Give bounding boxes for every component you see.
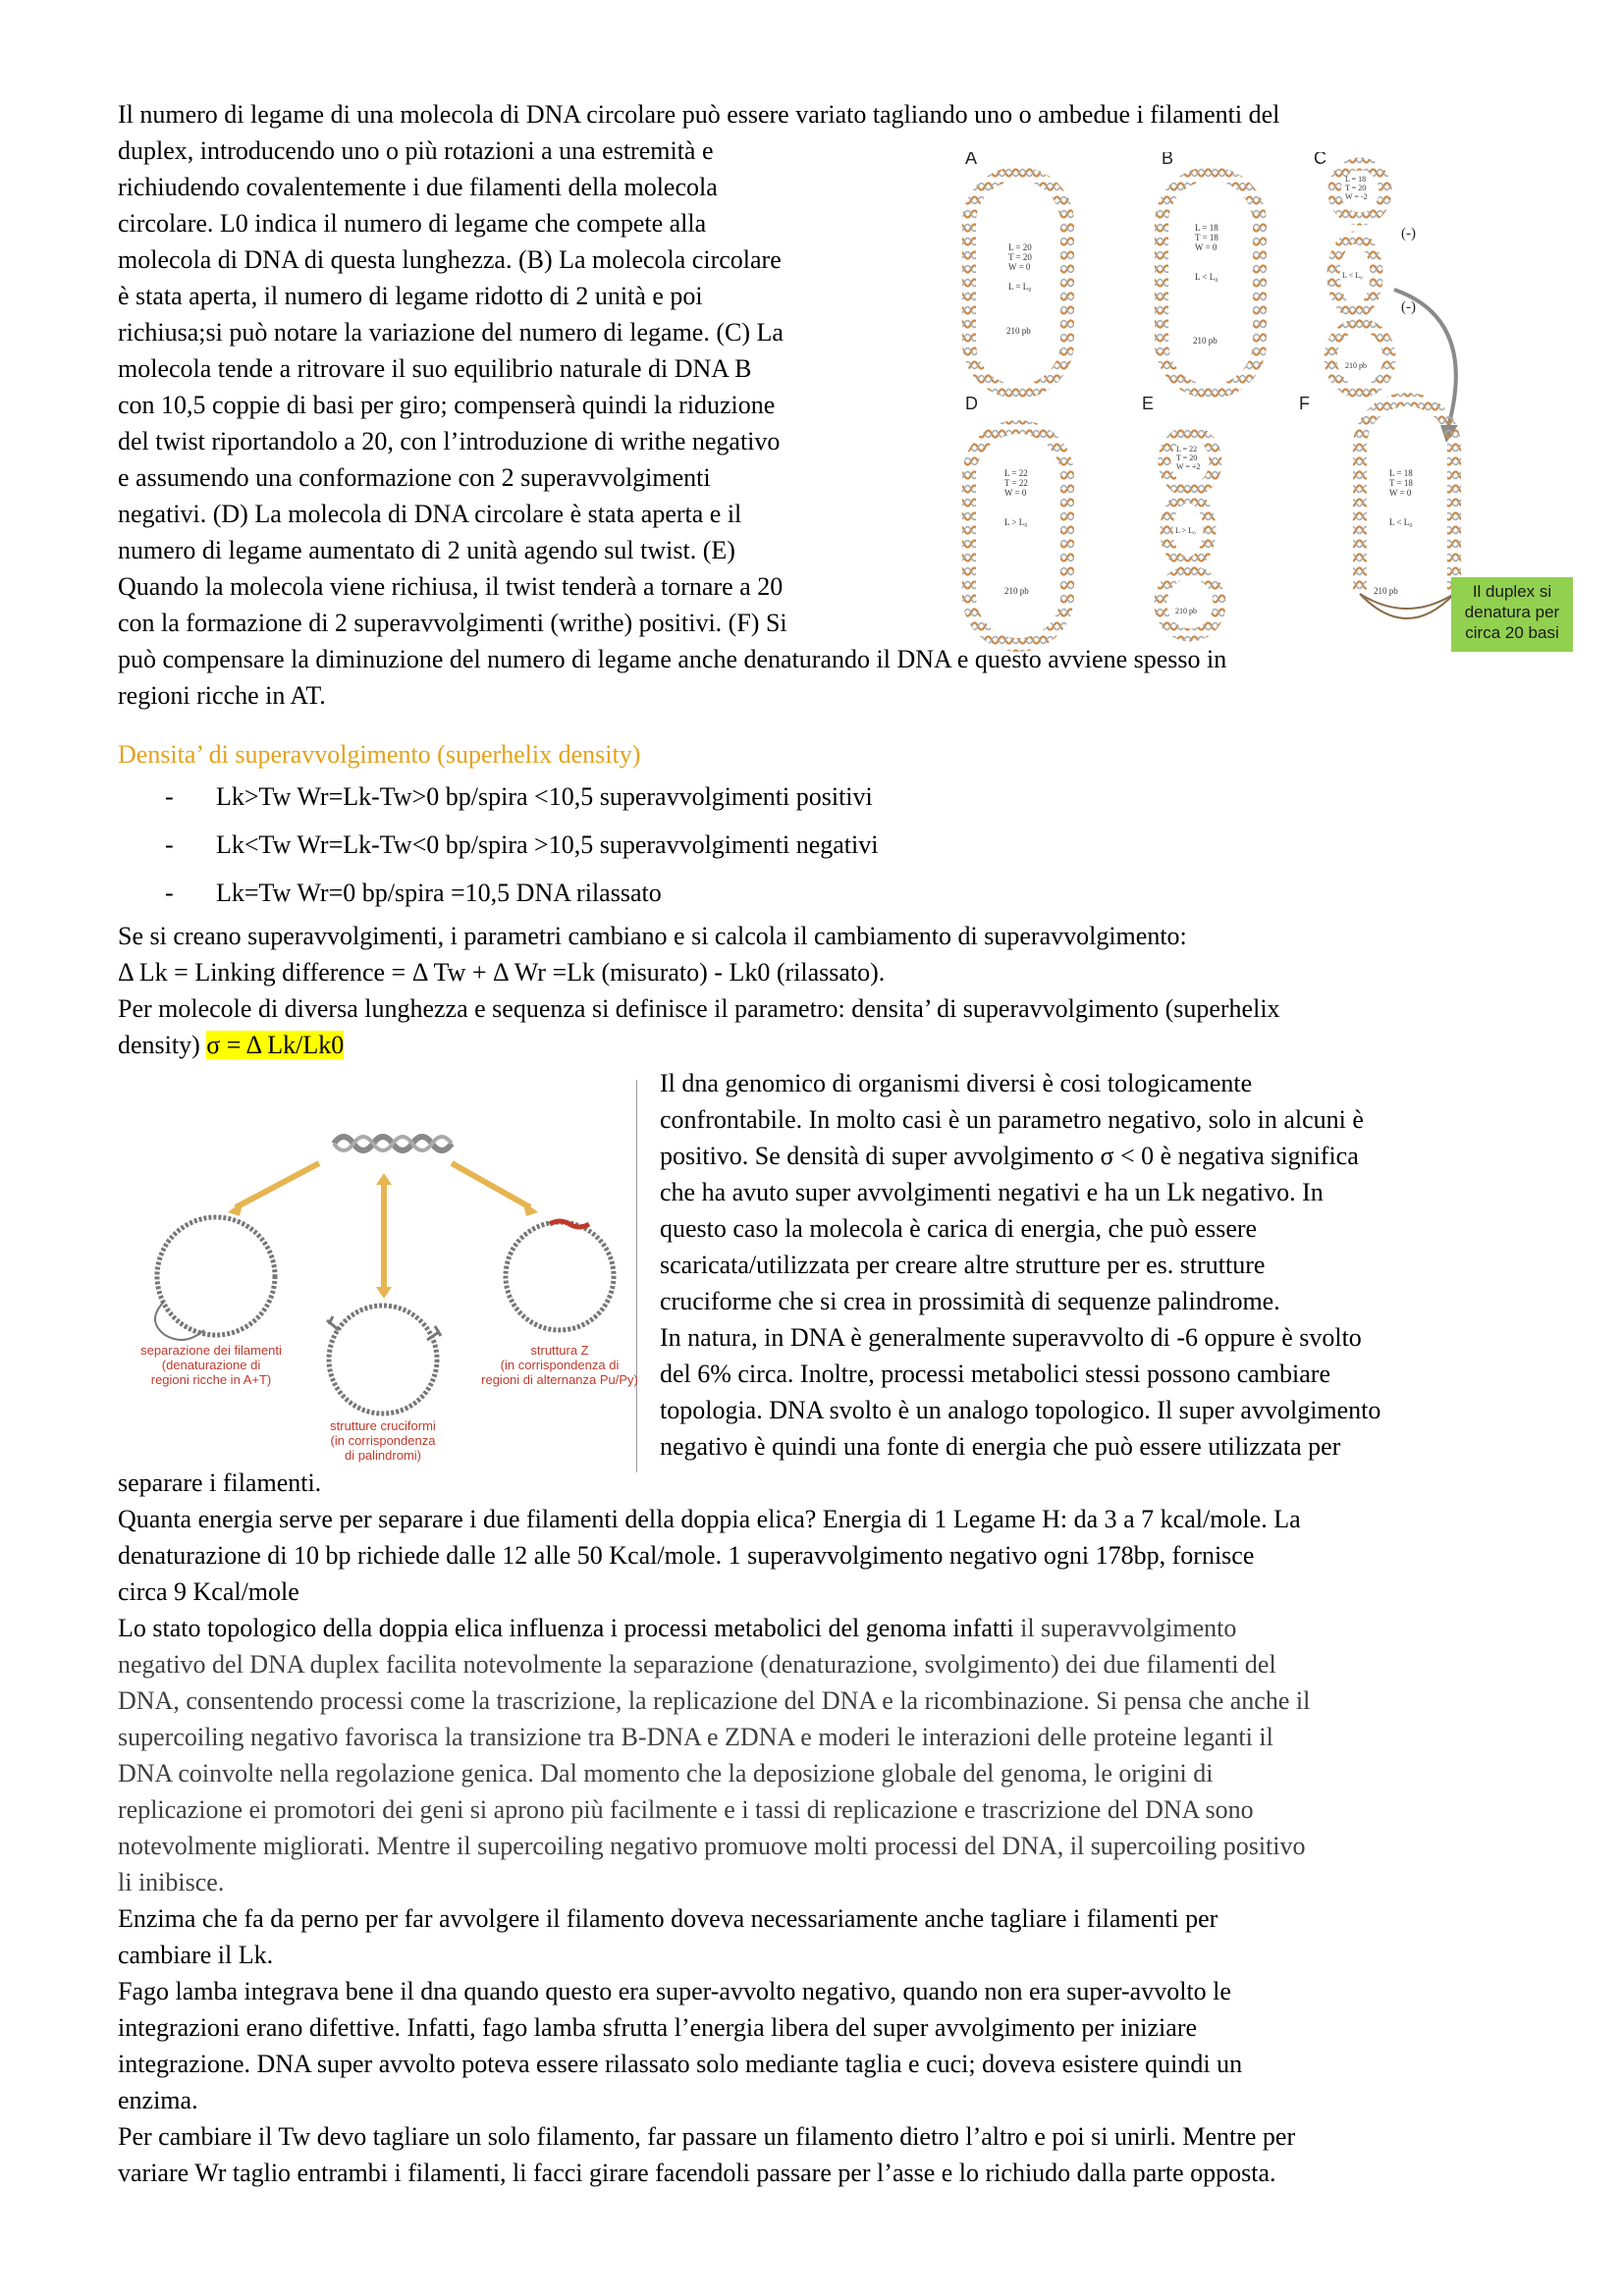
- text-line: integrazione. DNA super avvolto poteva essere rilassato solo mediante taglia e cuci; doveva esistere quindi un: [118, 2050, 1243, 2078]
- svg-text:T = 20: T = 20: [1345, 184, 1367, 192]
- svg-text:T = 18: T = 18: [1195, 233, 1218, 242]
- svg-text:regioni di alternanza Pu/Py): regioni di alternanza Pu/Py): [481, 1372, 638, 1387]
- text-line: cambiare il Lk.: [118, 1941, 274, 1969]
- svg-text:L < L₀: L < L₀: [1342, 271, 1363, 280]
- minus-label: (-): [1401, 226, 1416, 241]
- intro-line: con 10,5 coppie di basi per giro; compenserà quindi la riduzione: [118, 391, 776, 419]
- text-line: del 6% circa. Inoltre, processi metabolici stessi possono cambiare: [660, 1360, 1331, 1388]
- svg-text:L = 20: L = 20: [1008, 242, 1032, 252]
- svg-text:L > L₀: L > L₀: [1004, 517, 1028, 527]
- text-line: enzima.: [118, 2086, 198, 2114]
- text-line: questo caso la molecola è carica di energia, che può essere: [660, 1214, 1258, 1243]
- intro-line: molecola di DNA di questa lunghezza. (B) La molecola circolare: [118, 245, 782, 274]
- text-line: denaturazione di 10 bp richiede dalle 12 alle 50 Kcal/mole. 1 superavvolgimento negativo ogni 178bp, fornisce: [118, 1541, 1255, 1570]
- intro-line: regioni ricche in AT.: [118, 681, 326, 710]
- intro-line: e assumendo una conformazione con 2 superavvolgimenti: [118, 463, 711, 492]
- text-line: variare Wr taglio entrambi i filamenti, li facci girare facendoli passare per l’asse e lo richiudo dalla parte opposta.: [118, 2159, 1276, 2187]
- text-line: positivo. Se densità di super avvolgimento σ < 0 è negativa significa: [660, 1142, 1359, 1170]
- svg-text:210 pb: 210 pb: [1193, 336, 1217, 346]
- svg-text:regioni ricche in A+T): regioni ricche in A+T): [150, 1372, 272, 1387]
- svg-text:W = 0: W = 0: [1195, 242, 1217, 252]
- svg-text:W = 0: W = 0: [1004, 488, 1027, 498]
- svg-text:210 pb: 210 pb: [1006, 326, 1031, 336]
- svg-text:T = 20: T = 20: [1008, 252, 1032, 262]
- intro-line: duplex, introducendo uno o più rotazioni a una estremità e: [118, 136, 714, 165]
- linking-difference-paragraph: [118, 918, 1532, 1063]
- svg-text:T = 22: T = 22: [1004, 478, 1028, 488]
- svg-text:(denaturazione di: (denaturazione di: [161, 1358, 261, 1372]
- text-line: DNA, consentendo processi come la trascrizione, la replicazione del DNA e la ricombinazione. Si pensa che anche il: [118, 1686, 1311, 1715]
- text-line: Enzima che fa da perno per far avvolgere il filamento doveva necessariamente anche tagliare i filamenti per: [118, 1904, 1218, 1933]
- text-line: In natura, in DNA è generalmente superavvolto di -6 oppure è svolto: [660, 1323, 1362, 1352]
- svg-text:(in corrispondenza di: (in corrispondenza di: [500, 1358, 620, 1372]
- intro-line: può compensare la diminuzione del numero di legame anche denaturando il DNA e questo avviene spesso in: [118, 645, 1227, 673]
- text-line: Lo stato topologico della doppia elica influenza i processi metabolici del genoma infatti il superavvolgimento: [118, 1614, 1237, 1642]
- minus-label: (-): [1401, 299, 1416, 315]
- bullet-item: - Lk<Tw Wr=Lk-Tw<0 bp/spira >10,5 superavvolgimenti negativi: [165, 830, 879, 859]
- panel-label-e: E: [1142, 394, 1155, 413]
- intro-line: Quando la molecola viene richiusa, il twist tenderà a tornare a 20: [118, 572, 784, 601]
- svg-text:L = 22: L = 22: [1176, 445, 1198, 454]
- panel-d: [969, 427, 1067, 645]
- text-line: che ha avuto super avvolgimenti negativi e ha un Lk negativo. In: [660, 1178, 1324, 1206]
- topology-paragraph: [118, 1610, 1532, 1900]
- denaturation-note: Il duplex si denatura per circa 20 basi: [1451, 577, 1573, 652]
- bullet-item: - Lk=Tw Wr=0 bp/spira =10,5 DNA rilassato: [165, 879, 662, 907]
- intro-line: circolare. L0 indica il numero di legame che compete alla: [118, 209, 707, 238]
- intro-line: è stata aperta, il numero di legame ridotto di 2 unità e poi: [118, 282, 703, 310]
- text-line: DNA coinvolte nella regolazione genica. Dal momento che la deposizione globale del genoma, le origini di: [118, 1759, 1214, 1788]
- text-line: circa 9 Kcal/mole: [118, 1577, 299, 1606]
- svg-text:L = L₀: L = L₀: [1008, 282, 1032, 292]
- svg-text:L = 18: L = 18: [1195, 223, 1218, 233]
- panel-label-c: C: [1314, 152, 1326, 168]
- text-line: cruciforme che si crea in prossimità di sequenze palindrome.: [660, 1287, 1280, 1315]
- energy-paragraph: [118, 1465, 1532, 1610]
- intro-line: con la formazione di 2 superavvolgimenti (writhe) positivi. (F) Si: [118, 609, 787, 637]
- text-line: Il dna genomico di organismi diversi è cosi tologicamente: [660, 1069, 1253, 1097]
- panel-f: [1360, 400, 1454, 618]
- text-line: li inibisce.: [118, 1868, 225, 1896]
- text-line: scaricata/utilizzata per creare altre strutture per es. strutture: [660, 1251, 1266, 1279]
- svg-text:L = 22: L = 22: [1004, 468, 1028, 478]
- text-line: integrazioni erano difettive. Infatti, fago lamba sfrutta l’energia libera del super avvolgimento per iniziare: [118, 2013, 1198, 2042]
- panel-label-f: F: [1299, 394, 1310, 413]
- enzyme-paragraph: [118, 1900, 1532, 2191]
- text-line: negativo è quindi una fonte di energia che può essere utilizzata per: [660, 1432, 1341, 1461]
- section-heading: Densita’ di superavvolgimento (superhelix density): [118, 740, 641, 769]
- text-line: Δ Lk = Linking difference = Δ Tw + Δ Wr =Lk (misurato) - Lk0 (rilassato).: [118, 958, 886, 987]
- intro-line: richiusa;si può notare la variazione del numero di legame. (C) La: [118, 318, 784, 347]
- text-line: separare i filamenti.: [118, 1468, 322, 1497]
- intro-line: molecola tende a ritrovare il suo equilibrio naturale di DNA B: [118, 354, 752, 383]
- panel-c: [1330, 164, 1416, 392]
- panel-b: [1162, 174, 1260, 392]
- intro-line: richiudendo covalentemente i due filamenti della molecola: [118, 173, 718, 201]
- svg-text:W = 0: W = 0: [1008, 262, 1031, 272]
- intro-line: Il numero di legame di una molecola di DNA circolare può essere variato tagliando uno o ambedue i filamenti del: [118, 100, 1280, 129]
- superhelix-section: [118, 726, 1532, 917]
- svg-text:T = 20: T = 20: [1176, 454, 1198, 462]
- panel-a: [969, 174, 1067, 392]
- genomic-density-paragraph: [660, 1065, 1543, 1465]
- svg-text:L = 18: L = 18: [1389, 468, 1413, 478]
- text-line: replicazione ei promotori dei geni si aprono più facilmente e i tassi di replicazione e trascrizione del DNA sono: [118, 1795, 1254, 1824]
- text-line: Se si creano superavvolgimenti, i parametri cambiano e si calcola il cambiamento di superavvolgimento:: [118, 922, 1187, 950]
- svg-text:210 pb: 210 pb: [1345, 361, 1367, 370]
- text-line: Per cambiare il Tw devo tagliare un solo filamento, far passare un filamento dietro l’altro e poi si unirli. Mentre per: [118, 2122, 1296, 2151]
- svg-text:W = 0: W = 0: [1389, 488, 1412, 498]
- text-line: notevolmente migliorati. Mentre il supercoiling negativo promuove molti processi del DNA, il supercoiling positivo: [118, 1832, 1306, 1860]
- intro-line: negativi. (D) La molecola di DNA circolare è stata aperta e il: [118, 500, 742, 528]
- panel-e: [1161, 432, 1219, 635]
- svg-text:W = -2: W = -2: [1345, 192, 1368, 201]
- panel-label-d: D: [965, 394, 978, 413]
- svg-text:di palindromi): di palindromi): [344, 1448, 422, 1463]
- svg-text:210 pb: 210 pb: [1175, 607, 1197, 615]
- svg-text:210 pb: 210 pb: [1374, 586, 1398, 596]
- svg-text:L < L₀: L < L₀: [1389, 517, 1413, 527]
- text-line: density) σ = Δ Lk/Lk0: [118, 1031, 345, 1059]
- intro-line: del twist riportandolo a 20, con l’introduzione di writhe negativo: [118, 427, 781, 455]
- svg-text:T = 18: T = 18: [1389, 478, 1413, 488]
- svg-text:L = 18: L = 18: [1345, 175, 1367, 184]
- svg-text:W = +2: W = +2: [1176, 462, 1201, 471]
- bottom-label: strutture cruciformi: [330, 1418, 436, 1433]
- right-label: struttura Z: [530, 1343, 589, 1358]
- text-line: negativo del DNA duplex facilita notevolmente la separazione (denaturazione, svolgimento) dei due filamenti del: [118, 1650, 1276, 1679]
- panel-label-b: B: [1162, 152, 1174, 168]
- svg-text:L < L₀: L < L₀: [1195, 272, 1218, 282]
- text-line: confrontabile. In molto casi è un parametro negativo, solo in alcuni è: [660, 1105, 1364, 1134]
- panel-label-a: A: [965, 152, 978, 168]
- text-line: Quanta energia serve per separare i due filamenti della doppia elica? Energia di 1 Legame H: da 3 a 7 kcal/mole. La: [118, 1505, 1301, 1533]
- bullet-list: [118, 773, 1532, 917]
- svg-text:(in corrispondenza: (in corrispondenza: [330, 1433, 436, 1448]
- text-line: Fago lamba integrava bene il dna quando questo era super-avvolto negativo, quando non era super-avvolto le: [118, 1977, 1231, 2005]
- text-line: supercoiling negativo favorisca la transizione tra B-DNA e ZDNA e moderi le interazioni delle proteine leganti il: [118, 1723, 1273, 1751]
- text-line: topologia. DNA svolto è un analogo topologico. Il super avvolgimento: [660, 1396, 1381, 1424]
- svg-text:L > L₀: L > L₀: [1175, 526, 1196, 535]
- sigma-formula: σ = Δ Lk/Lk0: [206, 1031, 345, 1059]
- bullet-item: - Lk>Tw Wr=Lk-Tw>0 bp/spira <10,5 superavvolgimenti positivi: [165, 782, 873, 811]
- text-line: Per molecole di diversa lunghezza e sequenza si definisce il parametro: densita’ di superavvolgimento (superhelix: [118, 994, 1280, 1023]
- left-label: separazione dei filamenti: [140, 1343, 282, 1358]
- svg-text:210 pb: 210 pb: [1004, 586, 1029, 596]
- intro-line: numero di legame aumentato di 2 unità agendo sul twist. (E): [118, 536, 735, 564]
- supercoil-structures-figure: [118, 1114, 638, 1472]
